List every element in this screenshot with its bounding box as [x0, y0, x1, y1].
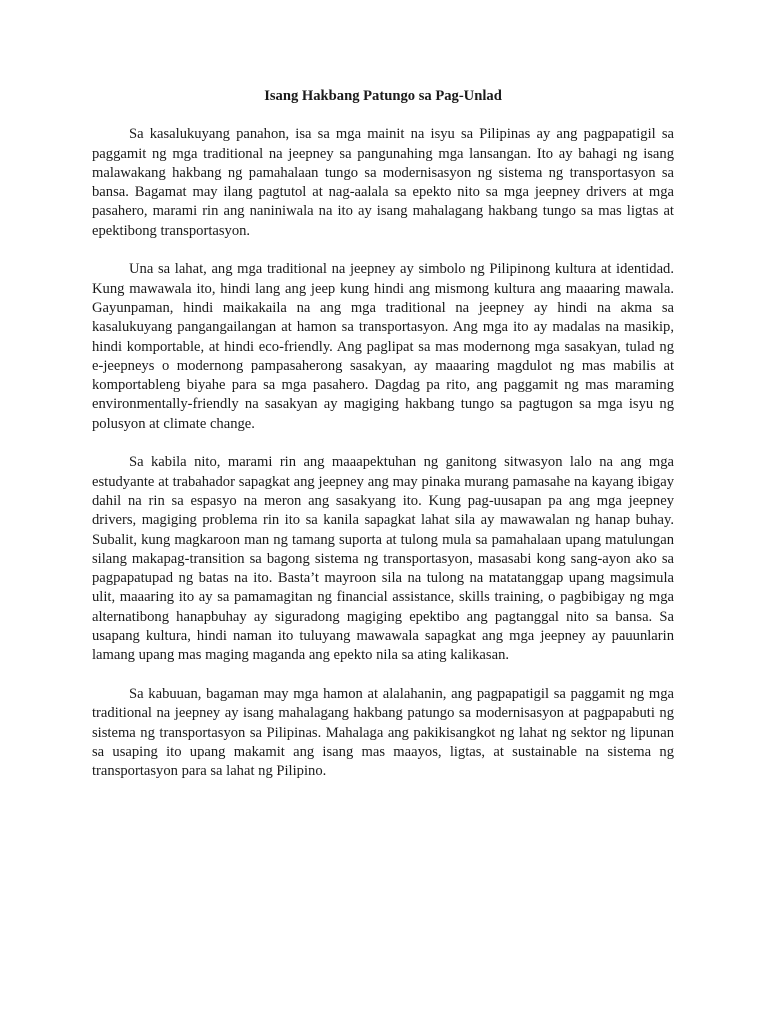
document-page	[92, 87, 674, 801]
paragraph-introduction: Sa kasalukuyang panahon, isa sa mga mainit na isyu sa Pilipinas ay ang pagpapatigil sa paggamit ng mga traditional na jeepney sa pangunahing mga lansangan. Ito ay bahagi ng isang malawakang hakbang ng pamahalaan tungo sa modernisasyon ng sistema ng transportasyon sa bansa. Bagamat may ilang pagtutol at nag-aalala sa epekto nito sa mga jeepney drivers at mga pasahero, marami rin ang naniniwala na ito ay isang mahalagang hakbang tungo sa mas ligtas at epektibong transportasyon.	[92, 126, 674, 239]
paragraph-culture: Una sa lahat, ang mga traditional na jeepney ay simbolo ng Pilipinong kultura at identidad. Kung mawawala ito, hindi lang ang jeep kung hindi ang mismong kultura ang maaaring mawala. Gayunpaman, hindi maikakaila na ang mga traditional na jeepney ay hindi na akma sa kasalukuyang pangangailangan at hamon sa transportasyon. Ang mga ito ay madalas na masikip, hindi komportable, at hindi eco-friendly. Ang paglipat sa mas modernong mga sasakyan, tulad ng e-jeepneys o modernong pampasaherong sasakyan, ay maaaring magdulot ng mas mabilis at komportableng biyahe para sa mga pasahero. Dagdag pa rito, ang paggamit ng mas maraming environmentally-friendly na sasakyan ay magiging hakbang tungo sa pagtugon sa mga isyu ng polusyon at climate change.	[92, 261, 674, 432]
paragraph-impact: Sa kabila nito, marami rin ang maaapektuhan ng ganitong sitwasyon lalo na ang mga estudyante at trabahador sapagkat ang jeepney ang may pinaka murang pamasahe na kayang ibigay dahil na rin sa espasyo na meron ang sasakyang ito. Kung pag-uusapan pa ang mga jeepney drivers, magiging problema rin ito sa kanila sapagkat lahat sila ay mawawalan ng hanap buhay. Subalit, kung magkaroon man ng tamang suporta at tulong mula sa pamahalaan upang matulungan silang makapag-transition sa bagong sistema ng transportasyon, masasabi kong sang-ayon ako sa pagpapatupad ng batas na ito. Basta’t mayroon sila na tulong na matatanggap upang magsimula ulit, maaaring ito ay sa pamamagitan ng financial assistance, skills training, o pagbibigay ng mga alternatibong hanapbuhay ay siguradong magiging epektibo ang pagtanggal nito sa bansa. Sa usapang kultura, hindi naman ito tuluyang mawawala sapagkat ang mga jeepney ay pauunlarin lamang upang mas maging maganda ang epekto nila sa ating kalikasan.	[92, 454, 674, 664]
paragraph-conclusion: Sa kabuuan, bagaman may mga hamon at alalahanin, ang pagpapatigil sa paggamit ng mga traditional na jeepney ay isang mahalagang hakbang patungo sa modernisasyon at pagpapabuti ng sistema ng transportasyon sa Pilipinas. Mahalaga ang pakikisangkot ng lahat ng sektor ng lipunan sa usaping ito upang makamit ang isang mas maayos, ligtas, at sustainable na sistema ng transportasyon para sa lahat ng Pilipino.	[92, 685, 674, 780]
document-title: Isang Hakbang Patungo sa Pag-Unlad	[264, 88, 502, 104]
